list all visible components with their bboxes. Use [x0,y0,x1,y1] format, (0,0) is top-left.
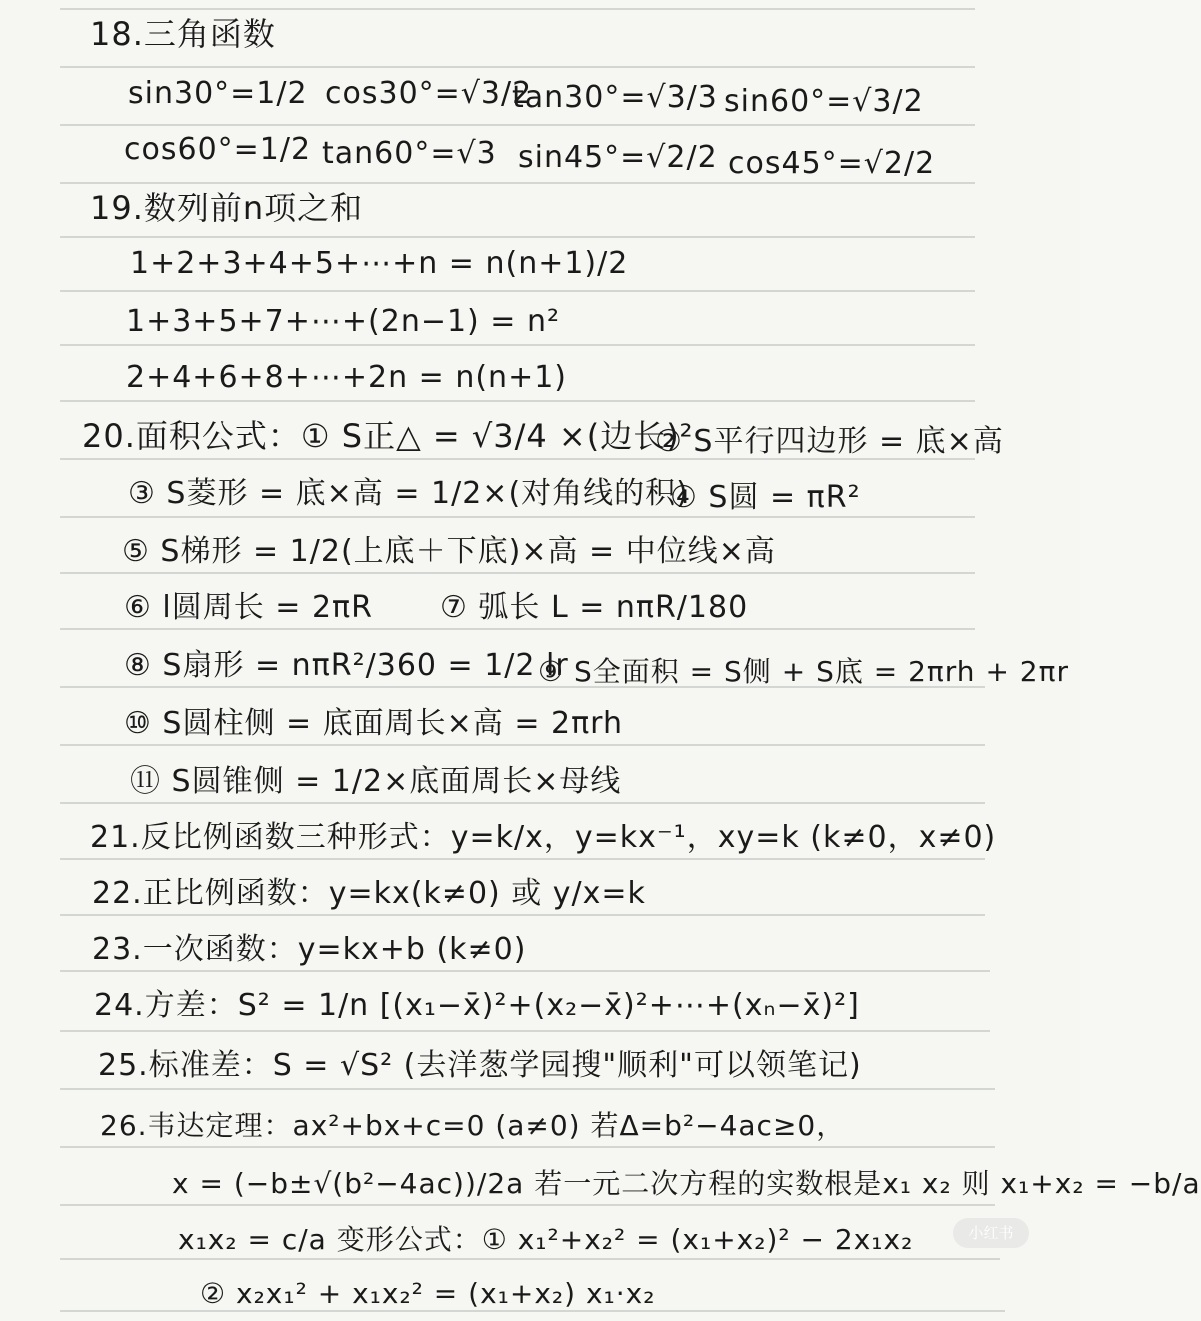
trig-sin30: sin30°=1/2 [128,76,308,111]
ruled-line [60,124,975,126]
ruled-line [60,628,975,630]
section-26-line-4: ② x₂x₁² + x₁x₂² = (x₁+x₂) x₁·x₂ [200,1277,656,1310]
ruled-line [60,8,975,10]
cone-lateral-area: ⑪ S圆锥侧 = 1/2×底面周长×母线 [130,764,622,799]
total-surface-area: ⑨ S全面积 = S侧 + S底 = 2πrh + 2πr [538,655,1069,688]
section-26-line-2: x = (−b±√(b²−4ac))/2a 若一元二次方程的实数根是x₁ x₂ 则 x₁+x₂ = −b/a [172,1167,1201,1200]
area-trapezoid: ⑤ S梯形 = 1/2(上底＋下底)×高 = 中位线×高 [122,534,776,569]
series-formula-3: 2+4+6+8+⋯+2n = n(n+1) [126,360,567,395]
trig-tan30: tan30°=√3/3 [512,80,718,115]
ruled-line [60,1146,995,1148]
section-21: 21.反比例函数三种形式：y=k/x，y=kx⁻¹，xy=k (k≠0，x≠0) [90,820,997,855]
ruled-line [60,858,985,860]
section-24: 24.方差：S² = 1/n [(x₁−x̄)²+(x₂−x̄)²+⋯+(xₙ−x̄)²] [94,988,860,1023]
ruled-line [60,516,975,518]
area-circle: ④ S圆 = πR² [670,480,861,515]
circle-circumference: ⑥ l圆周长 = 2πR [124,590,373,625]
trig-cos30: cos30°=√3/2 [325,76,533,111]
ruled-line [60,970,990,972]
section-18-title: 18.三角函数 [90,15,276,53]
series-formula-1: 1+2+3+4+5+⋯+n = n(n+1)/2 [130,246,629,281]
section-20-area-1: 20.面积公式：① S正△ = √3/4 ×(边长)² [82,417,694,455]
ruled-line [60,1030,990,1032]
cylinder-lateral-area: ⑩ S圆柱侧 = 底面周长×高 = 2πrh [124,706,623,741]
arc-length: ⑦ 弧长 L = nπR/180 [440,590,749,625]
xiaohongshu-watermark: 小红书 [953,1218,1029,1248]
ruled-line [60,914,985,916]
trig-tan60: tan60°=√3 [322,136,497,171]
section-23: 23.一次函数：y=kx+b (k≠0) [92,932,527,967]
ruled-line [60,1258,1000,1260]
ruled-line [60,182,975,184]
ruled-line [60,400,975,402]
section-26-line-1: 26.韦达定理：ax²+bx+c=0 (a≠0) 若Δ=b²−4ac≥0， [100,1109,846,1142]
area-parallelogram: ② S平行四边形 = 底×高 [655,424,1004,459]
ruled-line [60,802,985,804]
trig-cos45: cos45°=√2/2 [728,146,936,181]
section-22: 22.正比例函数：y=kx(k≠0) 或 y/x=k [92,876,646,911]
section-26-line-3: x₁x₂ = c/a 变形公式：① x₁²+x₂² = (x₁+x₂)² − 2x₁x₂ [178,1223,914,1256]
ruled-line [60,1204,995,1206]
ruled-line [60,1088,995,1090]
ruled-line [60,66,975,68]
series-formula-2: 1+3+5+7+⋯+(2n−1) = n² [126,304,561,339]
ruled-line [60,344,975,346]
ruled-line [60,236,975,238]
section-19-title: 19.数列前n项之和 [90,189,364,227]
ruled-line [60,290,975,292]
trig-sin60: sin60°=√3/2 [724,84,924,119]
area-rhombus: ③ S菱形 = 底×高 = 1/2×(对角线的积) [128,476,689,511]
area-sector: ⑧ S扇形 = nπR²/360 = 1/2 lr [124,648,569,683]
ruled-line [60,744,985,746]
ruled-line [60,572,975,574]
trig-cos60: cos60°=1/2 [124,132,312,167]
trig-sin45: sin45°=√2/2 [518,140,718,175]
section-25: 25.标准差：S = √S² (去洋葱学园搜"顺利"可以领笔记) [98,1048,862,1083]
